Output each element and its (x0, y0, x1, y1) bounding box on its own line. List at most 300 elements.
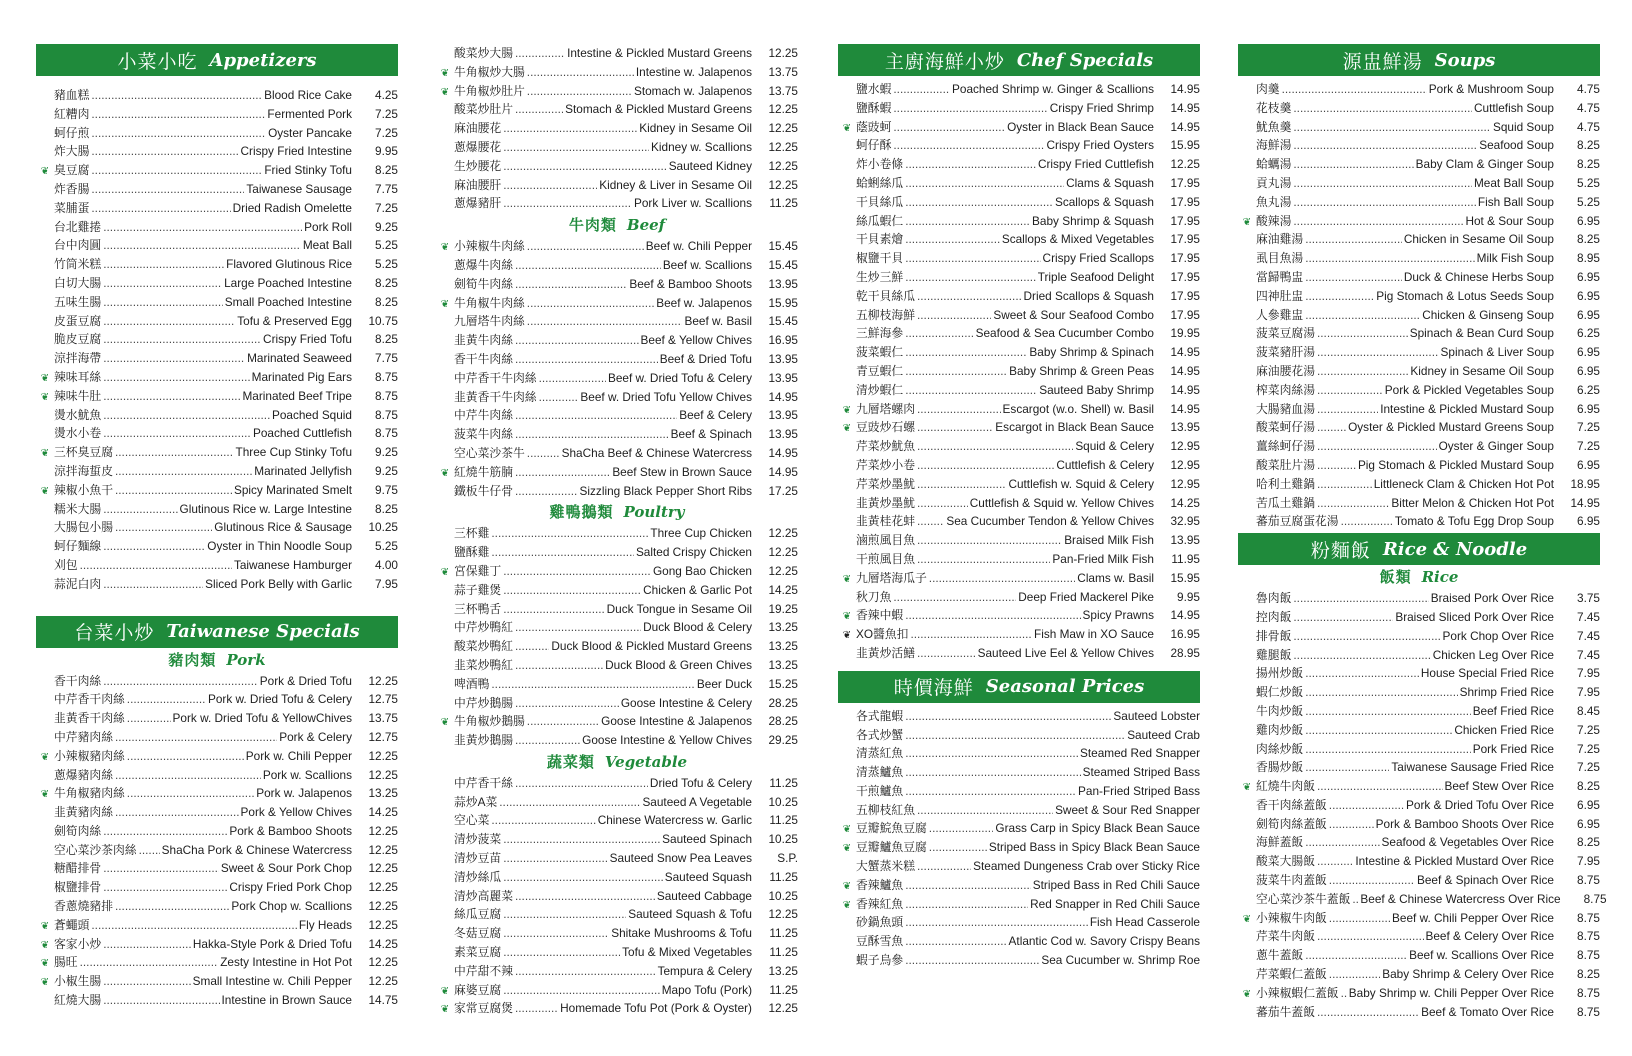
menu-item-name-cn: 炸香腸 (54, 181, 90, 196)
menu-item-name-en: Hakka-Style Pork & Dried Tofu (192, 936, 352, 951)
soups-list (1238, 80, 1600, 531)
menu-item-price: 8.75 (1583, 891, 1607, 906)
dot-leader (1329, 965, 1380, 984)
dot-leader (91, 142, 238, 161)
menu-item-name-cn: 酸菜蚵仔湯 (1256, 420, 1315, 435)
menu-item-name-en: Duck Tongue in Sesame Oil (606, 601, 752, 616)
pepper-icon: ❦ (1242, 782, 1252, 794)
menu-item-name-cn: 小辣椒豬肉絲 (54, 748, 125, 763)
dot-leader (515, 482, 578, 501)
menu-item-name-cn: 中芹香干絲 (454, 775, 513, 790)
menu-item-name-cn: 蒜子雞煲 (454, 582, 502, 597)
pork-offal-list (436, 44, 798, 213)
menu-item-price: 8.25 (1577, 967, 1600, 982)
menu-item (36, 953, 398, 972)
menu-item-price: 4.75 (1577, 82, 1600, 96)
menu-item-name-cn: 芹菜蝦仁蓋飯 (1256, 967, 1327, 982)
menu-item-price: 7.25 (1577, 760, 1600, 775)
dot-leader (893, 136, 1044, 155)
menu-item-name-en: Braised Sliced Pork Over Rice (1395, 609, 1554, 624)
menu-item-name-cn: 苦瓜土雞鍋 (1256, 495, 1315, 510)
menu-item-name-en: Pig Stomach & Lotus Seeds Soup (1376, 288, 1554, 303)
menu-item-name-en: Marinated Pig Ears (251, 369, 352, 384)
menu-item-name-en: Red Snapper in Red Chili Sauce (1030, 896, 1200, 911)
menu-item-price: 9.25 (375, 463, 398, 478)
menu-item-name-en: Large Poached Intestine (224, 275, 352, 290)
menu-item-price: 8.25 (375, 294, 398, 309)
dot-leader (1293, 174, 1472, 193)
menu-item-name-en: Meat Ball (302, 238, 352, 253)
menu-item-name-en: Gong Bao Chicken (652, 563, 752, 578)
menu-item-name-cn: 蔭豉蚵 (856, 119, 892, 134)
menu-item-name-en: Clams & Squash (1066, 175, 1154, 190)
menu-item-name-cn: 鐵板牛仔骨 (454, 483, 513, 498)
dot-leader (503, 943, 620, 962)
menu-item (838, 606, 1200, 625)
menu-item-name-en: Cuttlefish & Celery (1056, 457, 1154, 472)
vegetable-list (436, 774, 798, 1018)
menu-item-name-cn: 干貝絲瓜 (856, 194, 904, 209)
menu-item (436, 463, 798, 482)
menu-item-name-cn: 小辣椒牛肉飯 (1256, 910, 1327, 925)
dot-leader (905, 606, 1080, 625)
seasonal-list (838, 707, 1200, 970)
menu-item-name-en: Pork w. Scallions (262, 767, 352, 782)
menu-item-name-cn: 香蔥燒豬排 (54, 899, 113, 914)
menu-item-name-en: Beef w. Dried Tofu Yellow Chives (580, 389, 752, 404)
menu-item-price: 12.25 (368, 823, 398, 838)
menu-item-name-cn: 清炒菠菜 (454, 832, 502, 847)
menu-item-name-en: Crispy Fried Cuttlefish (1037, 157, 1154, 172)
dot-leader (1305, 683, 1457, 702)
menu-item-name-en: Pork & Dried Tofu (259, 673, 352, 688)
menu-item-price: 14.95 (1170, 608, 1200, 623)
menu-item-name-en: Sauteed Snow Pea Leaves (609, 851, 752, 866)
menu-item-name-cn: 三杯臭豆腐 (54, 445, 113, 460)
dot-leader (917, 306, 991, 325)
menu-item-name-cn: 香干肉絲蓋飯 (1256, 797, 1327, 812)
menu-item-name-cn: XO醬魚扣 (856, 627, 909, 642)
menu-item-name-cn: 芹菜牛肉飯 (1256, 929, 1315, 944)
dot-leader (503, 868, 663, 887)
menu-item (36, 293, 398, 312)
pepper-icon: ❦ (842, 611, 852, 623)
menu-item-name-cn: 菠菜豆腐湯 (1256, 326, 1315, 341)
menu-item-price: 7.25 (375, 125, 398, 140)
menu-item-name-cn: 酸菜炒肚片 (454, 102, 513, 117)
dot-leader (527, 312, 683, 331)
menu-item (1238, 758, 1600, 777)
menu-item-price: 12.25 (768, 46, 798, 60)
dot-leader (103, 672, 258, 691)
dot-leader (527, 444, 560, 463)
menu-item (838, 287, 1200, 306)
dot-leader (91, 86, 262, 105)
menu-item (838, 744, 1200, 763)
menu-item (1238, 984, 1600, 1003)
dot-leader (527, 294, 654, 313)
menu-item-price: 6.95 (1577, 797, 1600, 812)
menu-item-name-cn: 九層塔螺肉 (856, 401, 915, 416)
menu-item-name-en: Kidney w. Scallions (651, 139, 752, 154)
dot-leader (539, 388, 579, 407)
menu-item-price: 15.95 (1170, 570, 1200, 585)
menu-item (838, 644, 1200, 663)
menu-item (36, 784, 398, 803)
menu-item-name-cn: 皮蛋豆腐 (54, 313, 102, 328)
menu-item-name-en: Beef w. Basil (684, 314, 752, 329)
menu-item-price: 15.45 (768, 257, 798, 272)
pepper-icon: ❦ (842, 880, 852, 892)
menu-item (36, 747, 398, 766)
menu-item-price: 12.25 (368, 917, 398, 932)
dot-leader (1293, 589, 1428, 608)
menu-item-name-cn: 小辣椒蝦仁蓋飯 (1256, 985, 1339, 1000)
dot-leader (893, 588, 1016, 607)
dot-leader (515, 425, 669, 444)
appetizers-list (36, 86, 398, 594)
pepper-icon: ❦ (440, 298, 450, 310)
dot-leader (515, 100, 563, 119)
menu-item (436, 157, 798, 176)
dot-leader (103, 972, 190, 991)
menu-item-price: 6.95 (1577, 307, 1600, 322)
menu-item-price: 10.25 (768, 888, 798, 903)
menu-item (838, 932, 1200, 951)
dot-leader (1317, 381, 1383, 400)
menu-item-price: 12.25 (368, 899, 398, 914)
menu-item (838, 951, 1200, 970)
dot-leader (1352, 890, 1358, 909)
menu-item-name-en: Kidney in Sesame Oil (639, 121, 752, 136)
menu-item-price: 14.95 (1170, 401, 1200, 416)
menu-item-name-cn: 肉羹 (1256, 82, 1280, 96)
menu-item (436, 694, 798, 713)
dot-leader (503, 830, 660, 849)
dot-leader (103, 330, 261, 349)
menu-item-name-en: Sweet & Sour Seafood Combo (993, 307, 1154, 322)
menu-item-price: 11.25 (769, 196, 798, 211)
column-3 (838, 44, 1200, 970)
menu-item-price: 6.95 (1577, 816, 1600, 831)
menu-item-price: 8.25 (1577, 157, 1600, 172)
menu-item-price: 10.25 (768, 794, 798, 809)
menu-item-name-cn: 砂鍋魚頭 (856, 915, 904, 930)
menu-item (36, 105, 398, 124)
dot-leader (1305, 664, 1419, 683)
dot-leader (1317, 418, 1346, 437)
menu-item (838, 494, 1200, 513)
menu-item (436, 138, 798, 157)
dot-leader (503, 600, 604, 619)
menu-item-name-en: Pork Roll (304, 219, 352, 234)
dot-leader (893, 118, 1005, 137)
menu-item-price: 14.75 (368, 993, 398, 1008)
menu-item-name-en: Crispy Fried Tofu (263, 332, 352, 347)
menu-item-name-cn: 蔥爆豬肝 (454, 196, 502, 211)
menu-item-name-en: Chicken & Garlic Pot (643, 582, 752, 597)
menu-item-name-cn: 香辣紅魚 (856, 896, 904, 911)
menu-item-name-cn: 人參雞盅 (1256, 307, 1304, 322)
menu-item-name-en: Blood Rice Cake (264, 88, 352, 102)
menu-item-name-en: Small Intestine w. Chili Pepper (192, 974, 352, 989)
menu-item-name-cn: 雞腿飯 (1256, 647, 1292, 662)
menu-item-name-cn: 蝦仁炒飯 (1256, 685, 1304, 700)
menu-item-name-en: Braised Pork Over Rice (1430, 591, 1554, 606)
dot-leader (917, 456, 1054, 475)
menu-item-name-cn: 腸旺 (54, 955, 78, 970)
menu-item-name-cn: 九層塔海瓜子 (856, 570, 927, 585)
menu-item-name-cn: 豆酥雪魚 (856, 934, 904, 949)
menu-item-name-cn: 豆豉炒石螺 (856, 420, 915, 435)
menu-item-price: 12.25 (368, 880, 398, 895)
pepper-icon: ❦ (40, 920, 50, 932)
menu-item-name-en: Mapo Tofu (Pork) (661, 982, 752, 997)
menu-item (838, 99, 1200, 118)
menu-item-name-cn: 蛤蠣湯 (1256, 157, 1292, 172)
menu-item-name-cn: 九層塔牛肉絲 (454, 314, 525, 329)
dot-leader (1329, 796, 1404, 815)
menu-item-price: 7.45 (1577, 647, 1600, 662)
menu-item-name-cn: 菠菜牛肉蓋飯 (1256, 873, 1327, 888)
menu-item-name-en: Pork & Yellow Chives (240, 805, 352, 820)
dot-leader (103, 859, 219, 878)
menu-item-name-en: Fried Stinky Tofu (264, 163, 352, 178)
menu-item-name-en: Beef & Spinach (670, 427, 752, 442)
menu-item-price: 16.95 (1170, 627, 1200, 642)
menu-item (36, 199, 398, 218)
dot-leader (929, 838, 987, 857)
dot-leader (515, 694, 619, 713)
column-1 (36, 44, 398, 1010)
menu-item-name-cn: 蒜炒A菜 (454, 794, 498, 809)
pepper-icon: ❦ (842, 899, 852, 911)
menu-item-name-cn: 鹽水蝦 (856, 82, 892, 96)
menu-item (1238, 664, 1600, 683)
vegetable-subheading-en: Vegetable (604, 752, 688, 771)
pepper-icon: ❦ (40, 485, 50, 497)
menu-item-price: 14.25 (1170, 495, 1200, 510)
appetizers-title-cn: 小菜小吃 (117, 51, 198, 73)
menu-item (1238, 646, 1600, 665)
menu-item (436, 943, 798, 962)
menu-item-price: 14.95 (1170, 82, 1200, 96)
menu-item (838, 118, 1200, 137)
menu-item-name-en: Sauteed Spinach (662, 832, 752, 847)
menu-item (838, 80, 1200, 99)
menu-item (838, 343, 1200, 362)
dot-leader (905, 155, 1036, 174)
menu-item-name-en: Pork & Celery (279, 729, 352, 744)
dot-leader (539, 369, 606, 388)
menu-item-name-cn: 蕃茄牛蓋飯 (1256, 1004, 1315, 1019)
menu-item-name-cn: 辣味耳絲 (54, 369, 102, 384)
menu-item (36, 766, 398, 785)
menu-item-name-cn: 絲瓜豆腐 (454, 907, 502, 922)
menu-item-name-cn: 四神肚盅 (1256, 288, 1304, 303)
dot-leader (917, 400, 1001, 419)
pepper-icon: ❦ (440, 717, 450, 729)
taiwanese-banner (36, 616, 398, 648)
dot-leader (103, 255, 224, 274)
menu-item-name-cn: 牛角椒炒大腸 (454, 64, 525, 79)
dot-leader (103, 368, 249, 387)
menu-item (436, 774, 798, 793)
menu-item-price: 13.95 (768, 370, 798, 385)
menu-item-name-cn: 三杯雞 (454, 526, 490, 541)
menu-item-name-en: Taiwanese Sausage Fried Rice (1391, 760, 1554, 775)
menu-item-name-cn: 薑絲蚵仔湯 (1256, 439, 1315, 454)
dot-leader (515, 731, 580, 750)
vegetable-subheading-cn: 蔬菜類 (546, 753, 595, 771)
dot-leader (917, 494, 968, 513)
dot-leader (1305, 758, 1389, 777)
menu-item-price: 14.95 (768, 464, 798, 479)
menu-item-price: 5.25 (375, 257, 398, 272)
dot-leader (1293, 99, 1472, 118)
menu-item-name-en: Poached Squid (271, 407, 352, 422)
menu-item-name-cn: 蔥爆豬肉絲 (54, 767, 113, 782)
menu-item-price: 12.25 (768, 139, 798, 154)
menu-item (436, 793, 798, 812)
menu-item (838, 212, 1200, 231)
menu-item (436, 524, 798, 543)
menu-item-price: 14.95 (1170, 100, 1200, 115)
menu-item-price: 29.25 (768, 733, 798, 748)
menu-item-name-en: Glutinous Rice w. Large Intestine (179, 501, 352, 516)
menu-item (1238, 212, 1600, 231)
menu-item-name-cn: 椒鹽干貝 (856, 251, 904, 266)
menu-item (1238, 381, 1600, 400)
menu-item-name-cn: 牛角椒炒肚片 (454, 83, 525, 98)
menu-item-price: 13.95 (768, 351, 798, 366)
menu-item-name-cn: 牛角椒牛肉絲 (454, 295, 525, 310)
taiwanese-title-en: Taiwanese Specials (166, 621, 360, 643)
menu-item-price: 12.95 (1170, 439, 1200, 454)
pepper-icon: ❦ (440, 1004, 450, 1016)
menu-item-name-en: Bitter Melon & Chicken Hot Pot (1391, 495, 1554, 510)
menu-item (838, 895, 1200, 914)
menu-item-price: 13.75 (768, 83, 798, 98)
menu-item (1238, 494, 1600, 513)
dot-leader (115, 728, 277, 747)
menu-item-name-cn: 乾干貝絲瓜 (856, 288, 915, 303)
menu-item-name-en: Duck Blood & Celery (643, 620, 752, 635)
menu-item (1238, 965, 1600, 984)
menu-item-name-cn: 紅燒牛肉飯 (1256, 779, 1315, 794)
menu-item-name-en: Homemade Tofu Pot (Pork & Oyster) (560, 1001, 752, 1016)
menu-item-name-en: Fish Ball Soup (1477, 194, 1554, 209)
menu-item-name-cn: 家常豆腐煲 (454, 1001, 513, 1016)
menu-item-price: 5.25 (375, 238, 398, 253)
menu-item-name-cn: 菠菜豬肝湯 (1256, 345, 1315, 360)
dot-leader (905, 913, 1088, 932)
menu-item-price: 32.95 (1170, 514, 1200, 529)
menu-item-price: 12.95 (1170, 476, 1200, 491)
menu-item-name-cn: 空心菜 (454, 813, 490, 828)
menu-item-price: 13.75 (768, 64, 798, 79)
menu-item-price: 13.25 (768, 963, 798, 978)
dot-leader (103, 500, 177, 519)
menu-item-price: 7.25 (375, 200, 398, 215)
dot-leader (503, 176, 597, 195)
menu-item (838, 625, 1200, 644)
menu-item-name-en: Crispy Fried Oysters (1046, 138, 1154, 153)
menu-item (436, 331, 798, 350)
menu-item (436, 312, 798, 331)
menu-item (1238, 418, 1600, 437)
menu-item-price: 15.95 (1170, 138, 1200, 153)
menu-item-name-cn: 蔥牛蓋飯 (1256, 948, 1304, 963)
dot-leader (1282, 80, 1427, 99)
dot-leader (905, 951, 1039, 970)
menu-item (1238, 99, 1600, 118)
menu-item (1238, 890, 1607, 909)
dot-leader (905, 362, 1007, 381)
dot-leader (929, 819, 994, 838)
menu-item-price: 15.45 (768, 239, 798, 254)
menu-item-name-cn: 糖醋排骨 (54, 861, 102, 876)
menu-item-name-en: Intestine in Brown Sauce (221, 993, 352, 1008)
menu-item (1238, 362, 1600, 381)
dot-leader (515, 656, 603, 675)
menu-item (36, 878, 398, 897)
pepper-icon: ❦ (1242, 216, 1252, 228)
pepper-icon: ❦ (1242, 913, 1252, 925)
menu-item-price: 12.25 (368, 974, 398, 989)
menu-item-name-en: Dried Tofu & Celery (649, 775, 752, 790)
menu-item-name-en: Spicy Marinated Smelt (233, 482, 352, 497)
dot-leader (80, 556, 232, 575)
menu-item-name-en: Marinated Seaweed (247, 351, 352, 366)
menu-item-name-cn: 芹菜炒小卷 (856, 457, 915, 472)
seasonal-title-en: Seasonal Prices (985, 676, 1145, 698)
menu-item-name-en: Littleneck Clam & Chicken Hot Pot (1373, 476, 1554, 491)
menu-item-name-en: Beef & Dried Tofu (659, 351, 752, 366)
menu-item-name-en: Striped Bass in Red Chili Sauce (1032, 877, 1200, 892)
menu-item-price: 8.75 (1577, 985, 1600, 1000)
menu-item-name-en: Oyster & Pickled Mustard Greens Soup (1348, 420, 1554, 435)
dot-leader (1305, 721, 1452, 740)
pepper-icon: ❦ (842, 404, 852, 416)
menu-item (838, 707, 1200, 726)
menu-item-price: 6.95 (1577, 401, 1600, 416)
dot-leader (929, 569, 1076, 588)
dot-leader (127, 784, 254, 803)
menu-item-price: 8.25 (1577, 779, 1600, 794)
menu-item (36, 556, 398, 575)
menu-item-price: 7.95 (1577, 854, 1600, 869)
menu-item (36, 672, 398, 691)
menu-item (436, 637, 798, 656)
menu-item-name-cn: 中芹甜不辣 (454, 963, 513, 978)
rice-noodle-banner (1238, 533, 1600, 565)
menu-item-name-en: Beef w. Scallions Over Rice (1409, 948, 1554, 963)
menu-item (36, 972, 398, 991)
pork-subheading (36, 648, 398, 672)
menu-item (436, 425, 798, 444)
menu-item (436, 887, 798, 906)
menu-item (436, 811, 798, 830)
menu-item-name-en: House Special Fried Rice (1420, 666, 1554, 681)
menu-item-price: 8.25 (375, 275, 398, 290)
dot-leader (1293, 608, 1393, 627)
menu-item (1238, 230, 1600, 249)
menu-item-price: 11.25 (769, 926, 798, 941)
menu-item-name-cn: 雞肉炒飯 (1256, 722, 1304, 737)
menu-item-price: 8.75 (1577, 910, 1600, 925)
menu-item (436, 294, 798, 313)
